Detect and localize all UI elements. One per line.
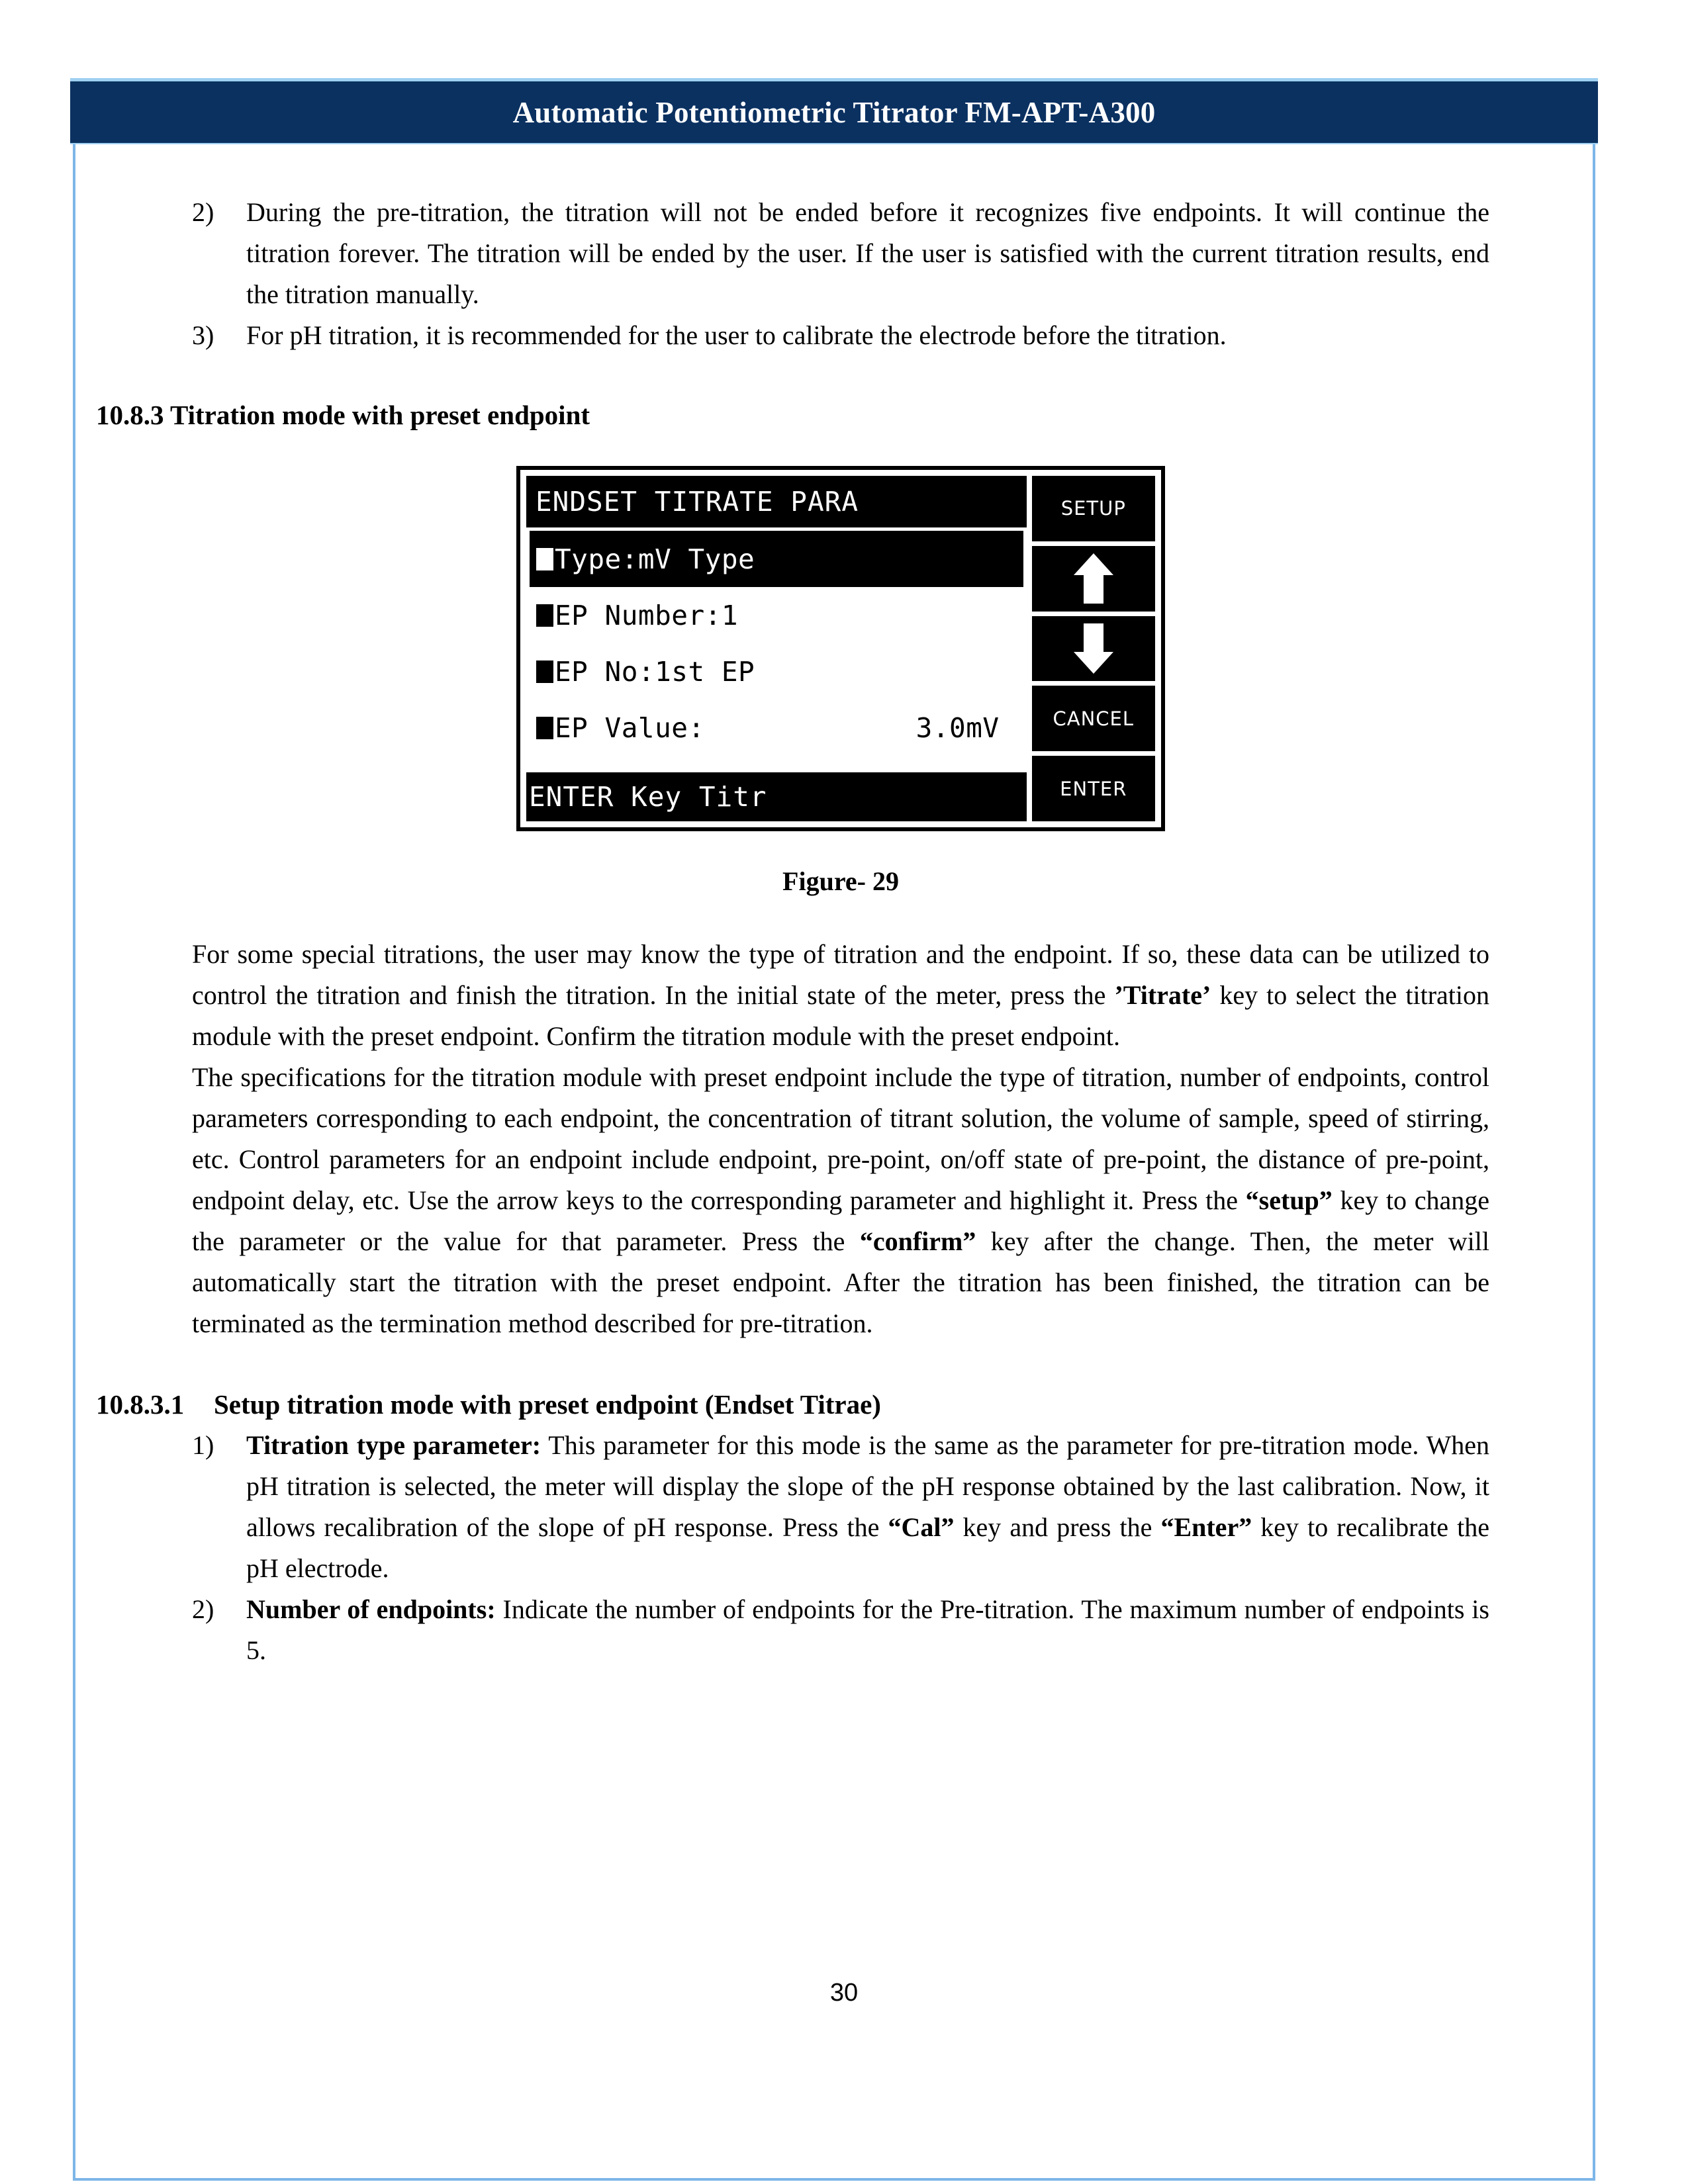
bullet-square-icon: [536, 660, 553, 683]
section-heading-10831: [96, 1384, 1489, 1425]
list-item: [192, 192, 1489, 315]
paragraph-text: key to select the titration module with the preset endpoint. Confirm the titration module with the preset endpoint.: [192, 980, 1489, 1051]
softkey-enter[interactable]: [1032, 756, 1155, 821]
list-item-lead: Number of endpoints:: [246, 1594, 496, 1624]
softkey-label: SETUP: [1060, 497, 1126, 520]
lcd-row-label: EP No:1st EP: [555, 655, 755, 688]
list-item-text: This parameter for this mode is the same as the parameter for pre-titration mode. When pH titration is selected, the meter will display the slope of the pH response obtained by the last calibration. Now, it allows recalibration of the slope of pH response. Press the: [246, 1430, 1489, 1542]
list-item: [192, 315, 1489, 356]
list-item-lead: Titration type parameter:: [246, 1430, 541, 1460]
emphasis-confirm-key: “confirm”: [859, 1226, 976, 1256]
list-item-text: key to recalibrate the pH electrode.: [246, 1512, 1490, 1583]
setup-numbered-list: [192, 1425, 1489, 1671]
intro-numbered-list: [192, 192, 1489, 356]
list-item-text: For pH titration, it is recommended for the user to calibrate the electrode before the titration.: [246, 320, 1227, 350]
lcd-parameter-rows: [526, 527, 1027, 772]
arrow-down-icon: [1072, 621, 1115, 676]
lcd-main-area: [526, 476, 1027, 821]
list-item: [192, 1589, 1489, 1671]
lcd-row-type[interactable]: [530, 531, 1023, 587]
lcd-row-label: Type:mV Type: [555, 543, 755, 575]
body-paragraph-1: [192, 934, 1489, 1057]
page-number: 30: [829, 1979, 859, 2007]
bullet-square-icon: [536, 548, 553, 570]
softkey-down[interactable]: [1032, 616, 1155, 682]
emphasis-titrate-key: ’Titrate’: [1114, 980, 1211, 1010]
lcd-screen-title: ENDSET TITRATE PARA: [536, 486, 859, 518]
section-title: Setup titration mode with preset endpoint (Endset Titrae): [214, 1389, 881, 1420]
softkey-up[interactable]: [1032, 546, 1155, 612]
arrow-up-icon: [1072, 551, 1115, 606]
bullet-square-icon: [536, 604, 553, 627]
body-paragraph-2: [192, 1057, 1489, 1344]
lcd-row-label: EP Value:: [555, 711, 705, 744]
lcd-row-label: EP Number:1: [555, 599, 739, 631]
paragraph-text: key after the change. Then, the meter will automatically start the titration with the preset endpoint. After the titration has been finished, the titration can be terminated as the termination method described for pre-titration.: [192, 1226, 1489, 1338]
lcd-softkey-panel: [1032, 476, 1155, 821]
softkey-cancel[interactable]: [1032, 686, 1155, 751]
lcd-row-ep-number[interactable]: [530, 587, 1023, 643]
list-item-text: During the pre-titration, the titration will not be ended before it recognizes five endpoints. It will continue the titration forever. The titration will be ended by the user. If the user is satisfied with the current titration results, end the titration manually.: [246, 197, 1489, 309]
emphasis-cal-key: “Cal”: [888, 1512, 955, 1542]
emphasis-enter-key: “Enter”: [1160, 1512, 1252, 1542]
list-marker: 2): [192, 197, 214, 227]
emphasis-setup-key: “setup”: [1245, 1185, 1333, 1215]
figure-block: [192, 466, 1489, 897]
paragraph-text: The specifications for the titration module with preset endpoint include the type of titration, number of endpoints, control parameters corresponding to each endpoint, the concentration of titrant solution, the volume of sample, speed of stirring, etc. Control parameters for an endpoint include endpoint, pre-point, on/off state of pre-point, the distance of pre-point, endpoint delay, etc. Use the arrow keys to the corresponding parameter and highlight it. Press the: [192, 1062, 1489, 1215]
bullet-square-icon: [536, 717, 553, 739]
section-heading-1083: 10.8.3 Titration mode with preset endpoint: [96, 400, 590, 430]
paragraph-text: key to change the parameter or the value for that parameter. Press the: [192, 1185, 1489, 1256]
lcd-row-ep-no[interactable]: [530, 643, 1023, 700]
paragraph-text: For some special titrations, the user may know the type of titration and the endpoint. If so, these data can be utilized to control the titration and finish the titration. In the initial state of the meter, press the: [192, 939, 1489, 1010]
list-marker: 1): [192, 1430, 214, 1460]
page-content: [96, 192, 1490, 1671]
page-header-band: [70, 78, 1598, 144]
softkey-label: CANCEL: [1053, 707, 1135, 730]
list-item: [192, 1425, 1489, 1589]
softkey-setup[interactable]: [1032, 476, 1155, 541]
list-marker: 3): [192, 320, 214, 350]
page-header-title: Automatic Potentiometric Titrator FM-APT-A300: [512, 95, 1156, 129]
lcd-status-line: ENTER Key Titr: [526, 772, 1027, 821]
section-number: 10.8.3.1: [96, 1389, 185, 1420]
list-item-text: Indicate the number of endpoints for the Pre-titration. The maximum number of endpoints is 5.: [246, 1594, 1489, 1665]
lcd-row-ep-value[interactable]: [530, 700, 1023, 756]
figure-caption: Figure- 29: [782, 866, 899, 896]
softkey-label: ENTER: [1060, 777, 1127, 800]
lcd-row-value: 3.0mV: [915, 711, 1000, 744]
lcd-display-figure: [516, 466, 1165, 831]
list-marker: 2): [192, 1594, 214, 1624]
list-item-text: key and press the: [954, 1512, 1161, 1542]
